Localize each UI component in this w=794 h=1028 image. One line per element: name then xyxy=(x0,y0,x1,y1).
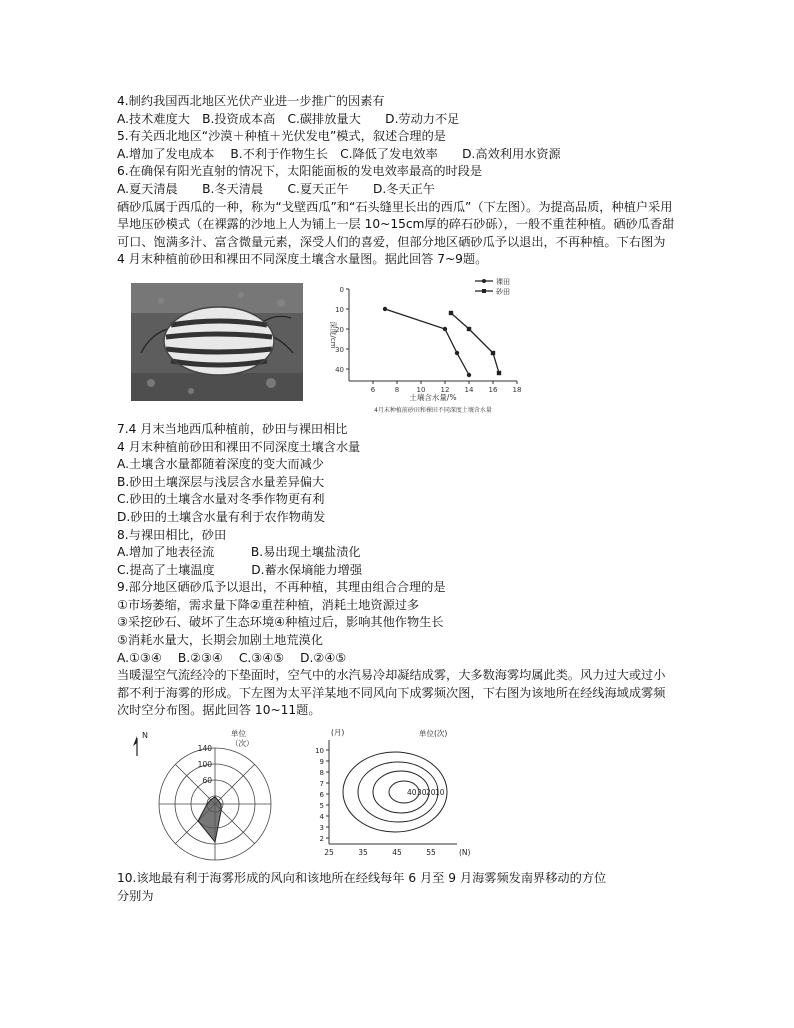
contour-level-label: 40 xyxy=(407,788,417,798)
q6-options: A.夏天清晨 B.冬天清晨 C.夏天正午 D.冬天正午 xyxy=(117,181,435,196)
legend-label-0: 裸田 xyxy=(496,277,510,286)
q8-option-ab: A.增加了地表径流 B.易出现土壤盐渍化 xyxy=(117,545,361,560)
figure-row-2 xyxy=(117,726,677,866)
y-tick-label: 0 xyxy=(339,285,344,294)
rose-spoke xyxy=(215,764,255,804)
series-point-1 xyxy=(497,371,501,375)
x-tick-label: 14 xyxy=(464,385,474,394)
q4-stem: 4.制约我国西北地区光伏产业进一步推广的因素有 xyxy=(117,94,385,108)
passage-watermelon: 硒砂瓜属于西瓜的一种，称为“戈壁西瓜”和“石头缝里长出的西瓜”（下左图）。为提高品质，种植户采用旱地压砂模式（在裸露的沙地上人为铺上一层 10~15cm厚的碎石砂砾），一般不重茬种植。硒砂瓜香甜可口、饱满多汁、富含微量元素，深受人们的喜爱，但部分地区硒砂瓜予以退出，不再种植。下右图为 4 月末种植前砂田和裸田不同深度土壤含水量图。据此回答 7~9题。 xyxy=(117,199,675,267)
rose-ring-label: 140 xyxy=(197,744,212,754)
legend-label-1: 砂田 xyxy=(496,287,510,296)
q10-stem: 10.该地最有利于海雾形成的风向和该地所在经线每年 6 月至 9 月海雾频发南界移动的方位 xyxy=(117,871,607,886)
y-tick-label: 5 xyxy=(319,802,324,811)
q7-option-a: A.土壤含水量都随着深度的变大而减少 xyxy=(117,457,324,472)
contour-level-label: 20 xyxy=(426,788,436,798)
x-tick-label: 18 xyxy=(512,385,522,394)
y-tick-label: 10 xyxy=(315,747,324,756)
y-tick-label: 3 xyxy=(319,824,324,833)
contour-level-label: 30 xyxy=(417,788,427,798)
y-tick-label: 8 xyxy=(319,769,324,778)
legend-marker-0 xyxy=(482,279,486,283)
unit-label: 单位 xyxy=(231,729,246,739)
q7-option-d: D.砂田的土壤含水量有利于农作物萌发 xyxy=(117,509,326,524)
q7-option-b: B.砂田土壤深层与浅层含水量差异偏大 xyxy=(117,474,325,489)
series-point-0 xyxy=(455,351,459,355)
y-axis-label: (月) xyxy=(331,728,345,738)
x-tick-label: 45 xyxy=(392,848,402,858)
rose-ring-label: 60 xyxy=(202,776,212,786)
rose-data-polygon xyxy=(198,797,221,842)
rose-ring-label: 100 xyxy=(197,760,212,770)
x-tick-label: 25 xyxy=(324,848,334,858)
x-tick-label: 12 xyxy=(440,385,450,394)
q9-options: A.①③④ B.②③④ C.③④⑤ D.②④⑤ xyxy=(117,650,347,665)
series-line-1 xyxy=(451,313,499,373)
series-point-0 xyxy=(443,327,447,331)
q7-sub: 4 月末种植前砂田和裸田不同深度土壤含水量 xyxy=(117,439,361,454)
passage-sea-fog: 当暖湿空气流经冷的下垫面时，空气中的水汽易冷却凝结成雾，大多数海雾均属此类。风力过大或过小都不利于海雾的形成。下左图为太平洋某地不同风向下成雾频次图，下右图为该地所在经线海域成雾频次时空分布图。据此回答 10~11题。 xyxy=(117,668,666,718)
unit-label: 单位(次) xyxy=(419,729,448,739)
q7-stem: 7.4 月末当地西瓜种植前，砂田与裸田相比 xyxy=(117,421,348,436)
y-tick-label: 20 xyxy=(335,325,344,334)
x-tick-label: 16 xyxy=(488,385,498,394)
q8-stem: 8.与裸田相比，砂田 xyxy=(117,527,227,542)
north-label: N xyxy=(142,731,148,741)
q5-options: A.增加了发电成本 B.不利于作物生长 C.降低了发电效率 D.高效利用水资源 xyxy=(117,146,561,161)
legend-marker-1 xyxy=(482,289,486,293)
x-axis-label: (N) xyxy=(459,848,471,858)
q9-item-3: ⑤消耗水量大，长期会加剧土地荒漠化 xyxy=(117,633,323,648)
q4-options: A.技术难度大 B.投资成本高 C.碳排放量大 D.劳动力不足 xyxy=(117,111,460,126)
figure-row-1 xyxy=(117,275,677,415)
series-point-1 xyxy=(467,327,471,331)
x-tick-label: 10 xyxy=(416,385,426,394)
north-arrow-head-icon xyxy=(133,736,137,746)
y-tick-label: 7 xyxy=(319,780,324,789)
unit-label-2: （次） xyxy=(231,739,254,749)
x-tick-label: 8 xyxy=(394,385,400,394)
wind-fog-rose-chart xyxy=(127,726,297,866)
q9-item-1: ①市场萎缩，需求量下降②重茬种植，消耗土地资源过多 xyxy=(117,597,420,612)
y-tick-label: 30 xyxy=(335,345,344,354)
y-tick-label: 9 xyxy=(319,758,324,767)
y-tick-label: 2 xyxy=(319,835,324,844)
q10-stem-cont: 分别为 xyxy=(117,888,154,903)
series-point-1 xyxy=(491,351,495,355)
x-tick-label: 6 xyxy=(370,385,376,394)
chart-title: 4月末种植前砂田和裸田不同深度土壤含水量 xyxy=(374,406,492,414)
x-tick-label: 55 xyxy=(426,848,436,858)
q9-stem: 9.部分地区硒砂瓜予以退出，不再种植，其理由组合合理的是 xyxy=(117,580,446,595)
y-tick-label: 4 xyxy=(319,813,324,822)
y-tick-label: 40 xyxy=(335,365,344,374)
series-point-0 xyxy=(383,307,387,311)
q9-item-2: ③采挖砂石、破坏了生态环境④种植过后，影响其他作物生长 xyxy=(117,615,444,630)
x-axis-label: 土壤含水量/% xyxy=(409,392,457,402)
q6-stem: 6.在确保有阳光直射的情况下，太阳能面板的发电效率最高的时段是 xyxy=(117,164,483,179)
fog-contour-chart xyxy=(307,726,477,866)
y-tick-label: 10 xyxy=(335,305,344,314)
series-point-1 xyxy=(449,311,453,315)
q7-option-c: C.砂田的土壤含水量对冬季作物更有利 xyxy=(117,492,325,507)
contour-level-label: 10 xyxy=(435,788,445,798)
y-axis-label: 深度/cm xyxy=(329,321,337,349)
soil-moisture-chart xyxy=(317,275,537,415)
exam-page xyxy=(117,93,677,905)
q5-stem: 5.有关西北地区“沙漠＋种植＋光伏发电”模式，叙述合理的是 xyxy=(117,129,446,144)
x-tick-label: 35 xyxy=(358,848,368,858)
series-point-0 xyxy=(467,373,471,377)
watermelon-photo xyxy=(131,283,303,401)
q8-option-cd: C.提高了土壤温度 D.蓄水保墒能力增强 xyxy=(117,562,363,577)
series-line-0 xyxy=(385,309,469,375)
y-tick-label: 6 xyxy=(319,791,324,800)
